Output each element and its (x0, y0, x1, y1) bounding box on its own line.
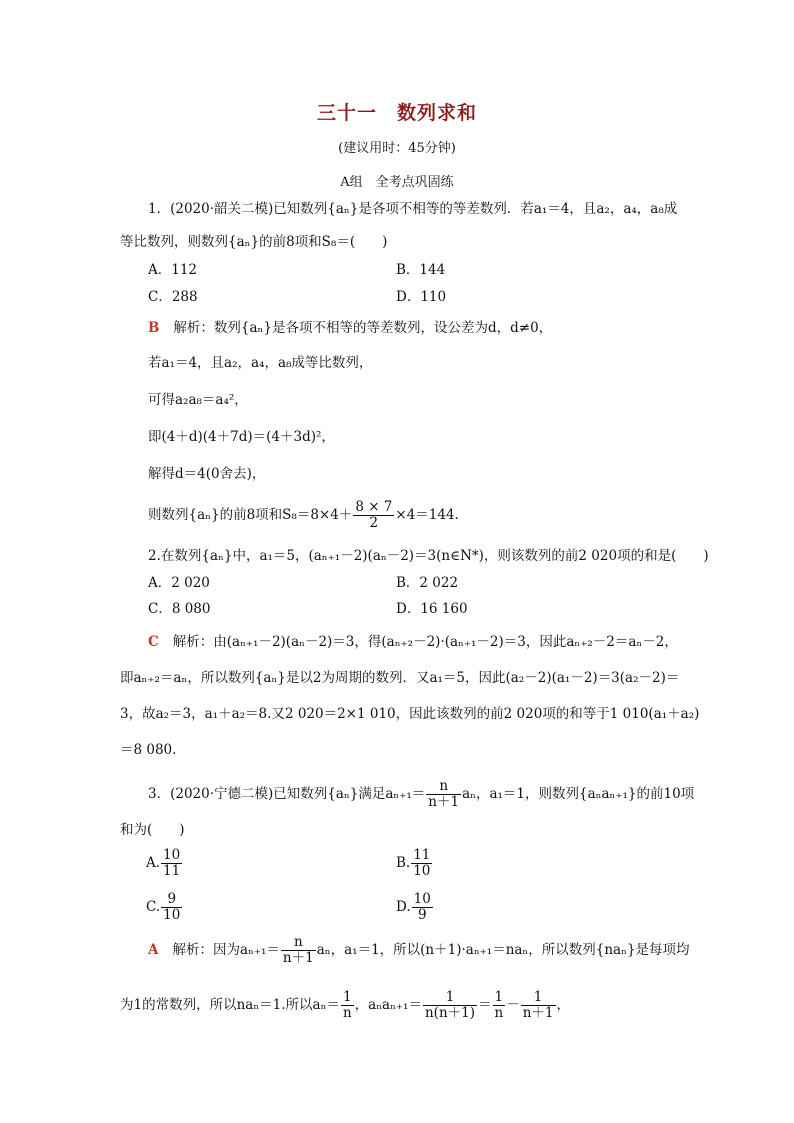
q2-solution-line1 (148, 632, 678, 652)
q2-option-c: C．8 080 (148, 601, 211, 617)
q2-solution-line4: ＝8 080. (120, 742, 177, 758)
q1-sum-prefix: 则数列{aₙ}的前8项和S₈＝8×4＋ (148, 507, 353, 523)
q3-stem-prefix: 3．(2020·宁德二模)已知数列{aₙ}满足aₙ₊₁＝ (148, 786, 426, 802)
q1-solution-line3: 可得a₂a₈＝a₄²， (148, 392, 248, 408)
q1-answer: B (148, 320, 160, 336)
q2-stem-line1: 2.在数列{aₙ}中，a₁＝5，(aₙ₊₁－2)(aₙ－2)＝3(n∈N*)，则该数列的前2 020项的和是( ) (148, 548, 709, 564)
q1-option-d: D．110 (396, 289, 447, 305)
q1-option-a: A．112 (148, 262, 198, 278)
time-note: (建议用时：45分钟) (338, 141, 456, 156)
q1-solution-line5: 解得d＝4(0舍去)， (148, 466, 266, 482)
q3-solution-line1: A 解析：因为aₙ₊₁＝ $\frac{n}{n+1}$ aₙ，a₁＝1，所以(n＋1)·aₙ₊₁＝naₙ，所以数列{naₙ}是每项均 (148, 934, 690, 966)
q1-solution-line6 (148, 495, 459, 535)
q3-answer: A (148, 942, 159, 958)
q1-solution-line4: 即(4＋d)(4＋7d)＝(4＋3d)²， (148, 429, 335, 445)
q3-option-c: C. $\frac{9}{10}$ (146, 891, 181, 923)
q1-option-c: C．288 (148, 289, 198, 305)
q1-solution-text1: 解析：数列{aₙ}是各项不相等的等差数列，设公差为d，d≠0， (173, 320, 553, 336)
page-title: 三十一 数列求和 (316, 102, 477, 124)
q3-option-b: B. $\frac{11}{10}$ (396, 847, 431, 879)
q1-sum-suffix: ×4＝144. (395, 507, 459, 523)
q1-sum-fraction: $\frac{8 \times 7}{2}$ (355, 499, 393, 531)
q3-option-a: A. $\frac{10}{11}$ (146, 847, 181, 879)
q3-stem-line1 (148, 774, 694, 814)
q2-option-a: A．2 020 (148, 575, 210, 591)
q2-option-b: B．2 022 (396, 575, 459, 591)
q3-stem-suffix: aₙ，a₁＝1，则数列{aₙaₙ₊₁}的前10项 (462, 786, 695, 802)
q3-stem-line2: 和为( ) (120, 822, 185, 838)
q1-solution-line2: 若a₁＝4，且a₂，a₄，a₈成等比数列， (148, 355, 373, 371)
q1-option-b: B．144 (396, 262, 446, 278)
q2-solution-text1: 解析：由(aₙ₊₁－2)(aₙ－2)＝3，得(aₙ₊₂－2)·(aₙ₊₁－2)＝3，因此aₙ₊₂－2＝aₙ－2， (172, 634, 678, 650)
q2-solution-line2: 即aₙ₊₂＝aₙ，所以数列{aₙ}是以2为周期的数列．又a₁＝5，因此(a₂－2)(a₁－2)＝3(a₂－2)＝ (120, 670, 680, 686)
q2-answer: C (148, 634, 159, 650)
q3-option-d: D. $\frac{10}{9}$ (396, 891, 431, 923)
q1-stem-line1: 1．(2020·韶关二模)已知数列{aₙ}是各项不相等的等差数列．若a₁＝4，且a₂，a₄，a₈成 (148, 201, 678, 217)
q1-solution-line1 (148, 318, 552, 338)
q1-stem-line2: 等比数列，则数列{aₙ}的前8项和S₈＝( ) (120, 234, 388, 250)
q3-stem-fraction: $\frac{n}{n+1}$ (428, 778, 460, 810)
q3-solution-line2: 为1的常数列，所以naₙ＝1.所以aₙ＝ $\frac{1}{n}$ ，aₙaₙ₊₁＝ $\frac{1}{n(n+1)}$ ＝ $\frac{1}{n}$ － $\frac{1}{n+1}$ ， (120, 989, 570, 1021)
q2-option-d: D．16 160 (396, 601, 468, 617)
group-heading: A组 全考点巩固练 (340, 175, 454, 190)
q2-solution-line3: 3，故a₂＝3，a₁＋a₂＝8.又2 020＝2×1 010，因此该数列的前2 020项的和等于1 010(a₁＋a₂) (120, 706, 700, 722)
